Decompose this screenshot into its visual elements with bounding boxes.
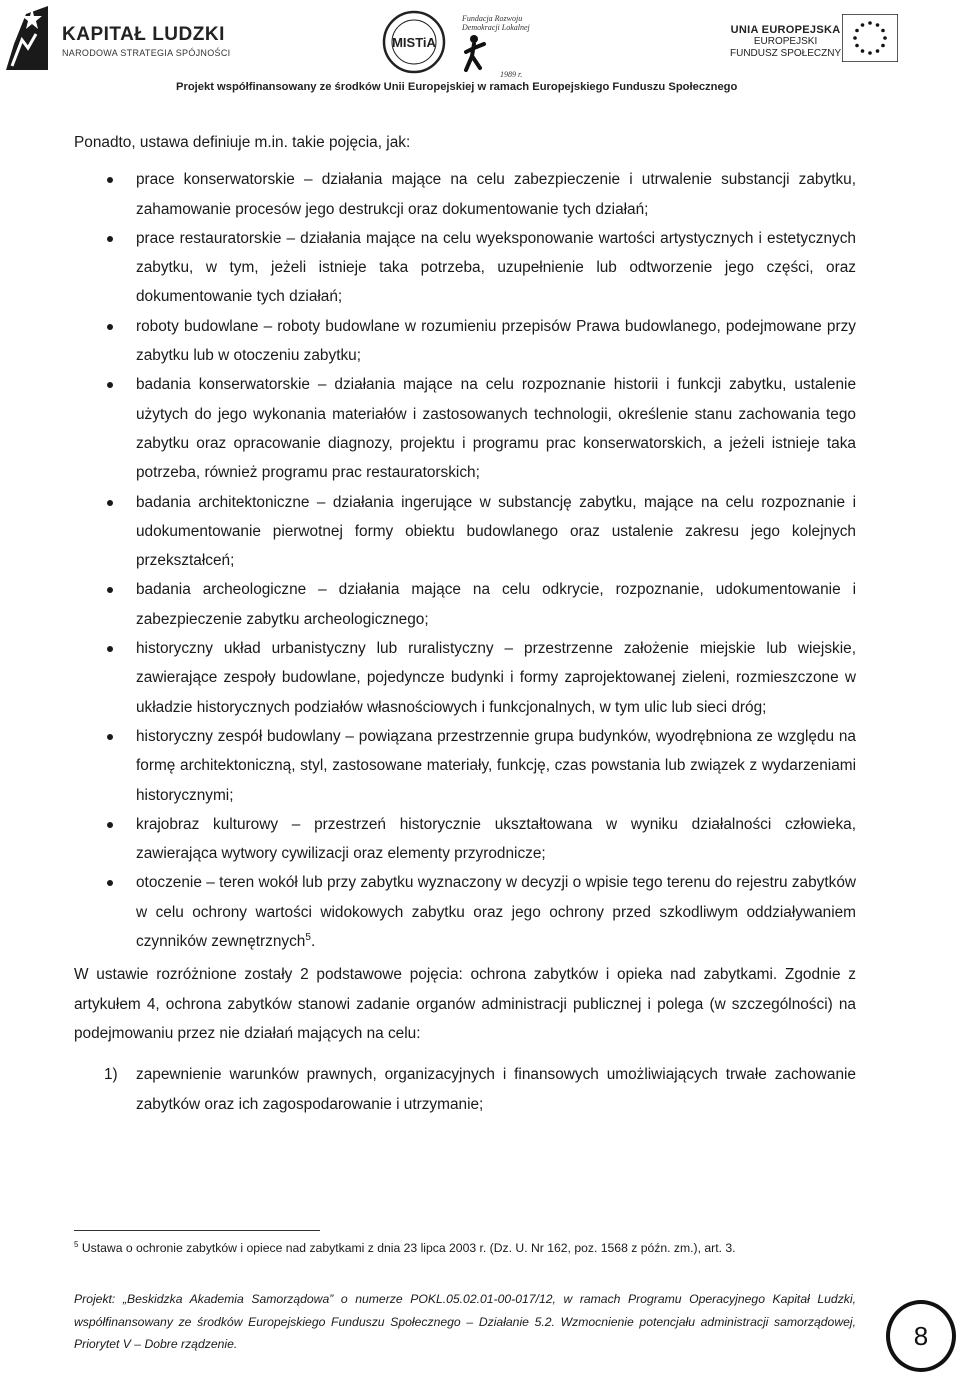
definition-item [74, 868, 856, 956]
footnote-text: Ustawa o ochronie zabytków i opiece nad zabytkami z dnia 23 lipca 2003 r. (Dz. U. Nr 162, poz. 1568 z późn. zm.), art. 3. [78, 1241, 736, 1255]
eu-star-icon [853, 36, 857, 40]
definition-item [74, 488, 856, 576]
mistia-seal-logo [382, 10, 446, 74]
fundacja-logo [462, 14, 532, 80]
ue-sub2: FUNDUSZ SPOŁECZNY [730, 48, 842, 59]
definition-text: otoczenie – teren wokół lub przy zabytku wyznaczony w decyzji o wpisie tego terenu do rejestru zabytków w celu ochrony wartości widokowych zabytku oraz jego ochrony przed szkodliwym oddziaływaniem czynników zewnętrznych [136, 874, 856, 951]
definition-item [74, 224, 856, 312]
definitions-list [74, 165, 856, 956]
eu-star-icon [881, 29, 885, 33]
bullet-icon [107, 734, 113, 740]
definition-text: historyczny zespół budowlany – powiązana przestrzennie grupa budynków, wyodrębniona ze względu na formę architektoniczną, styl, zastosowane materiały, funkcję, czas powstania lub związek z wydarzeniami historycznymi; [136, 727, 856, 804]
eu-star-icon [868, 21, 872, 25]
definition-text: badania architektoniczne – działania ingerujące w substancję zabytku, mające na celu rozpoznanie i udokumentowanie pierwotnej formy obiektu budowlanego oraz ustalenie zakresu jego kolejnych przekształceń; [136, 493, 856, 570]
project-cofinancing-line: Projekt współfinansowany ze środków Unii Europejskiej w ramach Europejskiego Funduszu Społecznego [176, 81, 738, 93]
ue-sub1: EUROPEJSKI [753, 36, 818, 47]
eu-star-icon [883, 36, 887, 40]
page-number: 8 [913, 1320, 929, 1351]
page-number-badge [886, 1300, 956, 1372]
footnote [74, 1238, 856, 1258]
definition-text: badania konserwatorskie – działania mające na celu rozpoznanie historii i funkcji zabytku, ustalenie użytych do jego wykonania materiałów i zastosowanych technologii, określenie stanu zachowania tego zabytku oraz opracowanie diagnozy, projektu i programu prac konserwatorskich, a jeżeli istnieje taka potrzeba, również programu prac restauratorskich; [136, 376, 856, 482]
definition-text: historyczny układ urbanistyczny lub ruralistyczny – przestrzenne założenie miejskie lub wiejskie, zawierające zespoły budowlane, pojedyncze budynki i formy zaprojektowanej zieleni, rozmieszczone w układzie historycznych podziałów własnościowych i funkcjonalnych, w tym ulic lub sieci dróg; [136, 640, 856, 716]
intro-paragraph: Ponadto, ustawa definiuje m.in. takie pojęcia, jak: [74, 134, 411, 151]
footer-project-info: Projekt: „Beskidzka Akademia Samorządowa” o numerze POKL.05.02.01-00-017/12, w ramach Programu Operacyjnego Kapitał Ludzki, współfinansowany ze środków Europejskiego Funduszu Społecznego – Działanie 5.2. Wzmocnienie potencjału administracji samorządowej, Priorytet V – Dobre rządzenie. [74, 1292, 856, 1351]
definition-item [74, 370, 856, 487]
ue-text [730, 24, 841, 60]
bullet-icon [107, 500, 113, 506]
definition-item [74, 575, 856, 634]
bullet-icon [107, 382, 113, 388]
eu-star-icon [881, 44, 885, 48]
bullet-icon [107, 236, 113, 242]
goal-text: zapewnienie warunków prawnych, organizacyjnych i finansowych umożliwiających trwałe zachowanie zabytków oraz ich zagospodarowanie i utrzymanie; [136, 1066, 856, 1113]
kapital-ludzki-logo [4, 4, 50, 72]
bullet-icon [107, 822, 113, 828]
eu-star-icon [861, 49, 865, 53]
paragraph-ochrona: W ustawie rozróżnione zostały 2 podstawowe pojęcia: ochrona zabytków i opieka nad zabytkami. Zgodnie z artykułem 4, ochrona zabytków stanowi zadanie organów administracji publicznej i polega (w szczególności) na podejmowaniu przez nie działań mających na celu: [74, 966, 856, 1042]
fundacja-name-line2: Demokracji Lokalnej [462, 23, 530, 32]
definition-text: prace restauratorskie – działania mające na celu wyeksponowanie wartości artystycznych i estetycznych zabytku, w tym, jeżeli istnieje taka potrzeba, uzupełnienie lub odtworzenie jego części, oraz dokumentowanie tych działań; [136, 229, 856, 306]
definition-text: krajobraz kulturowy – przestrzeń historycznie ukształtowana w wyniku działalności człowieka, zawierająca wytwory cywilizacji oraz elementy przyrodnicze; [136, 815, 856, 863]
eu-star-icon [876, 49, 880, 53]
definition-item [74, 165, 856, 224]
footnote-separator [74, 1230, 320, 1231]
eu-star-icon [876, 23, 880, 27]
kapital-ludzki-title: KAPITAŁ LUDZKI [62, 24, 225, 45]
goal-item [74, 1060, 856, 1119]
definition-item [74, 810, 856, 869]
fundacja-year: 1989 r. [500, 70, 523, 79]
definition-text: badania archeologiczne – działania mające na celu odkrycie, rozpoznanie, udokumentowanie i zabezpieczenie zabytku archeologicznego; [136, 581, 856, 628]
page-header [0, 0, 960, 100]
eu-star-icon [868, 51, 872, 55]
definition-item [74, 722, 856, 810]
definition-item [74, 634, 856, 722]
ue-title: UNIA EUROPEJSKA [730, 24, 841, 36]
kapital-ludzki-subtitle: NARODOWA STRATEGIA SPÓJNOŚCI [62, 48, 231, 58]
goals-list [74, 1060, 856, 1119]
eu-star-icon [855, 44, 859, 48]
eu-star-icon [861, 23, 865, 27]
bullet-icon [107, 646, 113, 652]
bullet-icon [107, 177, 113, 183]
bullet-icon [107, 587, 113, 593]
eu-star-icon [855, 29, 859, 33]
bullet-icon [107, 324, 113, 330]
kapital-ludzki-text [62, 24, 230, 58]
footnote-number: 5 [74, 1239, 79, 1249]
bullet-icon [107, 880, 113, 886]
definition-item [74, 312, 856, 371]
definition-end: . [310, 933, 316, 951]
fundacja-figure-icon [462, 34, 492, 74]
main-content [74, 128, 856, 1119]
definition-text: roboty budowlane – roboty budowlane w rozumieniu przepisów Prawa budowlanego, podejmowane przy zabytku lub w otoczeniu zabytku; [136, 317, 856, 365]
definition-text: prace konserwatorskie – działania mające na celu zabezpieczenie i utrwalenie substancji zabytku, zahamowanie procesów jego destrukcji oraz dokumentowanie tych działań; [136, 171, 856, 218]
eu-flag-icon [842, 14, 898, 62]
svg-text:MISTiA: MISTiA [392, 35, 436, 50]
goal-number: 1) [104, 1066, 118, 1084]
fundacja-name-line1: Fundacja Rozwoju [462, 14, 523, 23]
footnote-ref[interactable]: 5 [305, 931, 311, 943]
